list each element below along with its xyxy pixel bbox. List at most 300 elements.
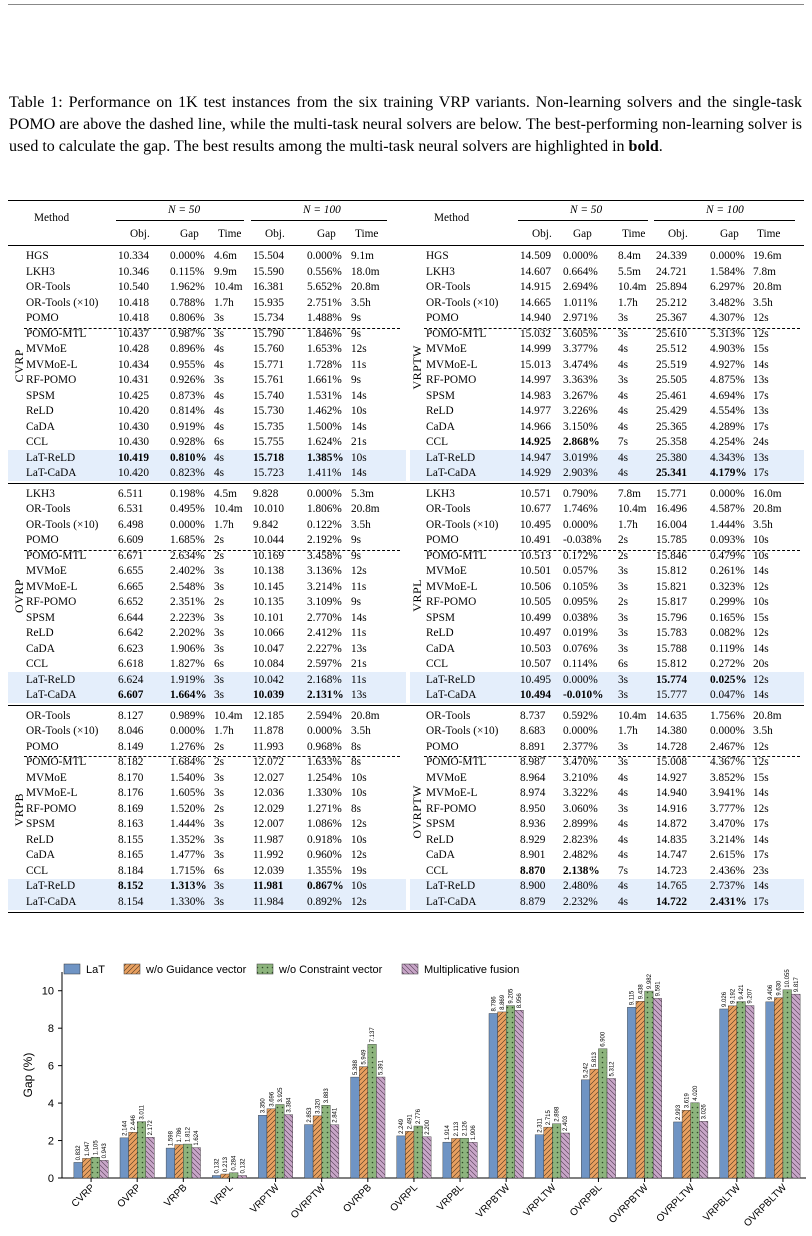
method-name: MVMoE-L (26, 787, 78, 799)
value-cell: 10.420 (118, 467, 150, 479)
value-cell: 20s (753, 658, 769, 670)
value-cell: 24.721 (656, 265, 688, 278)
value-cell: 4s (618, 467, 629, 479)
value-cell: 2.899% (563, 818, 598, 830)
method-name: POMO-MTL (426, 756, 487, 768)
bar-value-label: 3.350 (260, 1098, 267, 1114)
value-cell: 9.9m (214, 265, 237, 278)
caption-end: . (658, 138, 663, 155)
value-cell: 3s (214, 689, 225, 701)
value-cell: 11.981 (253, 880, 284, 892)
method-name: MVMoE (426, 343, 467, 355)
header-col-4: Gap (317, 228, 336, 240)
value-cell: 12s (753, 580, 769, 593)
value-cell: 8.737 (520, 709, 546, 722)
value-cell: 10.4m (214, 503, 243, 515)
x-tick-label: VRPBTW (474, 1182, 513, 1221)
value-cell: 3s (214, 880, 225, 892)
value-cell: 4.6m (214, 250, 237, 262)
value-cell: 24.339 (656, 250, 688, 262)
method-name: MVMoE (426, 565, 467, 577)
value-cell: 2.482% (563, 849, 598, 861)
header-col-0: Obj. (130, 228, 150, 240)
value-cell: 2s (618, 534, 629, 546)
bar (276, 1104, 285, 1178)
value-cell: 6s (214, 864, 225, 877)
value-cell: 3s (214, 818, 225, 830)
value-cell: 6.652 (118, 596, 144, 608)
value-cell: 3s (618, 802, 629, 815)
method-name: HGS (26, 250, 49, 262)
bar-value-label: 3.696 (269, 1091, 276, 1107)
value-cell: 15.812 (656, 658, 688, 670)
value-cell: 0.057% (563, 565, 598, 577)
value-cell: 10.507 (520, 658, 552, 670)
method-name: OR-Tools (426, 281, 471, 293)
bar-value-label: 2.200 (424, 1119, 431, 1135)
method-name: POMO (426, 740, 459, 753)
value-cell: 10.418 (118, 296, 150, 309)
x-tick-label: VRPTW (248, 1182, 282, 1216)
value-cell: 0.095% (563, 596, 598, 608)
bar (74, 1162, 83, 1178)
value-cell: 10.346 (118, 265, 150, 278)
value-cell: 12s (753, 756, 769, 768)
header-n50: N = 50 (570, 204, 603, 216)
group-label: VRPTW (410, 344, 424, 390)
value-cell: 14s (351, 420, 367, 433)
value-cell: 12.029 (253, 802, 285, 815)
method-name: LKH3 (426, 487, 455, 500)
bar (330, 1125, 339, 1178)
bar (423, 1137, 432, 1178)
bar (451, 1138, 460, 1178)
value-cell: 12s (753, 802, 769, 815)
bar (581, 1080, 590, 1178)
bar (627, 1007, 636, 1178)
value-cell: 3.150% (563, 420, 598, 433)
value-cell: 4.367% (710, 756, 745, 768)
value-cell: 15.032 (520, 327, 552, 340)
value-cell: 8.929 (520, 833, 546, 846)
bar (720, 1009, 729, 1178)
value-cell: 3s (214, 580, 225, 593)
value-cell: 0.119% (710, 642, 745, 655)
value-cell: 17s (753, 849, 769, 861)
value-cell: 2.480% (563, 880, 598, 892)
method-name: RF-POMO (426, 374, 477, 386)
header-col-1: Gap (573, 228, 592, 240)
value-cell: 2s (618, 549, 629, 562)
bar (183, 1144, 192, 1178)
bar (192, 1148, 201, 1178)
value-cell: 14.925 (520, 436, 552, 448)
value-cell: 15.785 (656, 534, 688, 546)
value-cell: 12.007 (253, 818, 285, 830)
bar (284, 1115, 293, 1178)
header-col-4: Gap (720, 228, 739, 240)
value-cell: 10.497 (520, 627, 552, 639)
value-cell: 0.987% (170, 327, 205, 340)
value-cell: 1.806% (307, 503, 342, 515)
bar (120, 1138, 129, 1178)
value-cell: 1.011% (563, 296, 598, 309)
value-cell: 1.685% (170, 534, 205, 546)
value-cell: 16.381 (253, 281, 285, 293)
value-cell: 5.3m (351, 487, 374, 500)
value-cell: 17s (753, 467, 769, 479)
value-cell: 12s (351, 343, 367, 355)
method-name: CaDA (26, 849, 55, 861)
bar-value-label: 2.311 (537, 1118, 544, 1133)
value-cell: 12s (753, 312, 769, 324)
bar-value-label: 0.213 (223, 1156, 230, 1173)
value-cell: 10s (351, 880, 367, 892)
value-cell: -0.038% (563, 534, 602, 546)
value-cell: 10.039 (253, 689, 285, 701)
value-cell: 2.436% (710, 864, 745, 877)
value-cell: 15.718 (253, 451, 285, 464)
method-name: POMO-MTL (26, 549, 87, 562)
bar-value-label: 5.242 (583, 1062, 590, 1078)
value-cell: 1.746% (563, 503, 598, 515)
value-cell: 10.513 (520, 549, 552, 562)
bar-value-label: 1.624 (194, 1130, 201, 1146)
value-cell: 10.138 (253, 565, 285, 577)
bar-value-label: 5.949 (361, 1049, 368, 1065)
legend-label: w/o Guidance vector (146, 964, 247, 976)
value-cell: 15.783 (656, 627, 688, 639)
value-cell: 16.0m (753, 487, 782, 500)
value-cell: 3s (214, 611, 225, 624)
value-cell: 3.214% (307, 580, 342, 593)
value-cell: 25.358 (656, 436, 688, 448)
value-cell: 10.042 (253, 673, 285, 686)
value-cell: 25.365 (656, 420, 688, 433)
value-cell: 1.684% (170, 756, 205, 768)
value-cell: 12s (351, 565, 367, 577)
value-cell: 3s (214, 849, 225, 861)
bar-value-label: 2.113 (453, 1121, 460, 1137)
value-cell: 15.504 (253, 250, 285, 262)
bar (368, 1044, 377, 1178)
value-cell: 10.066 (253, 627, 285, 639)
value-cell: 11s (351, 580, 367, 593)
value-cell: 4s (618, 849, 629, 861)
bar (506, 1006, 515, 1178)
value-cell: 3.019% (563, 451, 598, 464)
table-rule (8, 245, 804, 246)
value-cell: 15.771 (253, 358, 285, 371)
value-cell: 15.821 (656, 580, 688, 593)
value-cell: 8s (351, 802, 362, 815)
value-cell: 17s (753, 895, 769, 908)
y-tick-label: 8 (47, 1023, 54, 1036)
value-cell: 4s (618, 833, 629, 846)
page-top-rule (8, 4, 804, 5)
value-cell: 0.873% (170, 389, 205, 402)
value-cell: 15.774 (656, 673, 688, 686)
bar-value-label: 8.869 (499, 994, 506, 1010)
value-cell: 2.868% (563, 436, 600, 448)
value-cell: 14.997 (520, 374, 552, 386)
value-cell: 10s (351, 451, 367, 464)
value-cell: 0.664% (563, 265, 598, 278)
value-cell: 0.115% (170, 265, 205, 278)
bar (745, 1006, 754, 1178)
value-cell: 11.987 (253, 833, 284, 846)
value-cell: 3s (618, 642, 629, 655)
value-cell: 20.8m (351, 503, 380, 515)
method-name: SPSM (426, 818, 455, 830)
value-cell: 11.984 (253, 895, 284, 908)
bar (238, 1176, 247, 1178)
value-cell: 8.182 (118, 756, 144, 768)
bar (175, 1145, 184, 1178)
value-cell: 14s (753, 787, 769, 799)
value-cell: 14s (753, 565, 769, 577)
bar-value-label: 2.776 (416, 1108, 423, 1125)
method-name: MVMoE-L (26, 358, 78, 371)
table-rule (8, 200, 804, 201)
bar (535, 1135, 544, 1178)
value-cell: 3.458% (307, 549, 342, 562)
value-cell: 1.664% (170, 689, 207, 701)
value-cell: 4.587% (710, 503, 745, 515)
value-cell: 3s (214, 673, 225, 686)
method-name: OR-Tools (426, 503, 471, 515)
value-cell: 0.896% (170, 343, 205, 355)
value-cell: 4.554% (710, 405, 745, 417)
value-cell: 2.751% (307, 296, 342, 309)
bar-value-label: 9.192 (730, 988, 737, 1004)
legend-swatch (257, 964, 273, 974)
value-cell: 1.355% (307, 864, 342, 877)
ablation-bar-chart (0, 960, 812, 1236)
value-cell: 17s (753, 420, 769, 433)
value-cell: 3s (214, 771, 225, 784)
value-cell: 3s (214, 627, 225, 639)
value-cell: 2.634% (170, 549, 205, 562)
value-cell: 1.7h (618, 725, 638, 737)
value-cell: 0.000% (170, 725, 205, 737)
value-cell: 14s (753, 833, 769, 846)
value-cell: 9s (351, 312, 362, 324)
value-cell: 8.165 (118, 849, 144, 861)
value-cell: 10.677 (520, 503, 552, 515)
value-cell: 2.138% (563, 864, 600, 877)
method-name: CaDA (26, 420, 55, 433)
value-cell: 3.5h (753, 725, 773, 737)
value-cell: 0.000% (710, 725, 745, 737)
value-cell: 4s (214, 405, 225, 417)
method-name: LaT-CaDA (426, 895, 477, 908)
bar (376, 1077, 385, 1178)
bar (129, 1132, 138, 1178)
bar-value-label: 1.598 (168, 1131, 175, 1147)
value-cell: 1.846% (307, 327, 342, 340)
value-cell: 0.892% (307, 895, 342, 908)
x-tick-label: VRPBL (435, 1182, 467, 1214)
value-cell: 15.730 (253, 405, 285, 417)
bar (653, 998, 662, 1178)
value-cell: 14.835 (656, 833, 688, 846)
value-cell: 3s (618, 627, 629, 639)
bar-value-label: 9.026 (721, 991, 728, 1007)
value-cell: 0.495% (170, 503, 205, 515)
method-name: LKH3 (26, 487, 55, 500)
value-cell: 11.878 (253, 725, 284, 737)
value-cell: 10.431 (118, 374, 150, 386)
value-cell: 10.4m (618, 281, 647, 293)
table-caption (9, 92, 802, 158)
bar-value-label: 1.906 (470, 1125, 477, 1141)
value-cell: 7s (618, 864, 629, 877)
value-cell: 6.644 (118, 611, 144, 624)
value-cell: 2.377% (563, 740, 598, 753)
value-cell: 9s (351, 534, 362, 546)
value-cell: 7.8m (618, 487, 641, 500)
value-cell: 11.993 (253, 740, 284, 753)
value-cell: 20.8m (753, 503, 782, 515)
value-cell: 8.184 (118, 864, 144, 877)
value-cell: 25.519 (656, 358, 688, 371)
value-cell: 12.039 (253, 864, 285, 877)
value-cell: 2.770% (307, 611, 342, 624)
value-cell: 10.4m (214, 281, 243, 293)
value-cell: 3s (618, 611, 629, 624)
value-cell: 10.495 (520, 673, 552, 686)
value-cell: 3s (618, 565, 629, 577)
value-cell: 15.771 (656, 487, 688, 500)
value-cell: 2s (214, 534, 225, 546)
value-cell: 12s (753, 327, 769, 340)
bar (691, 1103, 700, 1178)
method-name: CCL (26, 864, 48, 877)
bar-value-label: 2.491 (407, 1114, 414, 1130)
value-cell: 2.431% (710, 895, 747, 908)
value-cell: 0.000% (307, 487, 342, 500)
value-cell: 10.428 (118, 343, 150, 355)
value-cell: 3.109% (307, 596, 342, 608)
method-name: CCL (426, 658, 448, 670)
bar-value-label: 0.943 (101, 1143, 108, 1159)
bar (91, 1157, 100, 1178)
value-cell: 15.755 (253, 436, 285, 448)
value-cell: 2.737% (710, 880, 745, 892)
value-cell: 6.624 (118, 673, 144, 686)
method-name: LaT-ReLD (426, 880, 476, 892)
value-cell: 21s (351, 658, 367, 670)
method-name: CaDA (426, 849, 455, 861)
value-cell: 3s (618, 374, 629, 386)
x-tick-label: OVRPTW (288, 1182, 328, 1222)
value-cell: 14.966 (520, 420, 552, 433)
bar (100, 1160, 109, 1178)
value-cell: 12s (753, 673, 769, 686)
value-cell: 14s (351, 611, 367, 624)
group-label: OVRP (12, 578, 26, 613)
value-cell: 7.8m (753, 265, 776, 278)
value-cell: 1.385% (307, 451, 344, 464)
value-cell: 8.154 (118, 895, 144, 908)
value-cell: 19s (351, 864, 367, 877)
value-cell: 2s (214, 740, 225, 753)
value-cell: 0.198% (170, 487, 205, 500)
bar-value-label: 1.812 (185, 1127, 192, 1143)
value-cell: 10.506 (520, 580, 552, 593)
value-cell: 14.607 (520, 265, 552, 278)
value-cell: 4.927% (710, 358, 745, 371)
value-cell: 3.5h (351, 518, 371, 531)
value-cell: 4.307% (710, 312, 745, 324)
method-name: POMO-MTL (26, 756, 87, 768)
y-tick-label: 0 (47, 1173, 54, 1185)
value-cell: 13s (753, 451, 769, 464)
value-cell: 0.047% (710, 689, 745, 701)
value-cell: 3.267% (563, 389, 598, 402)
bar (590, 1069, 599, 1178)
value-cell: 2.227% (307, 642, 342, 655)
value-cell: 1.584% (710, 265, 745, 278)
bar (489, 1013, 498, 1178)
value-cell: 8.870 (520, 864, 546, 877)
method-name: MVMoE-L (426, 358, 478, 371)
bar (766, 1002, 775, 1178)
method-name: CCL (426, 436, 448, 448)
value-cell: 15.796 (656, 611, 688, 624)
value-cell: 4s (618, 420, 629, 433)
bar (673, 1122, 682, 1178)
table-rule (518, 220, 648, 221)
value-cell: 14.380 (656, 725, 688, 737)
value-cell: 2s (214, 596, 225, 608)
value-cell: 0.299% (710, 596, 745, 608)
value-cell: 6.531 (118, 503, 144, 515)
value-cell: 10.4m (214, 709, 243, 722)
value-cell: 1.500% (307, 420, 342, 433)
value-cell: 3.470% (710, 818, 745, 830)
value-cell: 2.615% (710, 849, 745, 861)
bar (166, 1148, 175, 1178)
value-cell: 1.411% (307, 467, 342, 479)
value-cell: 14s (351, 467, 367, 479)
value-cell: 2s (618, 596, 629, 608)
bar (405, 1131, 414, 1178)
header-col-1: Gap (180, 228, 199, 240)
bar (258, 1115, 267, 1178)
value-cell: 15.761 (253, 374, 285, 386)
value-cell: 8.170 (118, 771, 144, 784)
value-cell: 12s (351, 849, 367, 861)
value-cell: 7s (618, 436, 629, 448)
value-cell: 4s (214, 467, 225, 479)
value-cell: 3.136% (307, 565, 342, 577)
value-cell: 14.940 (520, 312, 552, 324)
value-cell: 12.036 (253, 787, 285, 799)
value-cell: 3.852% (710, 771, 745, 784)
method-name: SPSM (26, 818, 55, 830)
value-cell: 14.999 (520, 343, 552, 355)
value-cell: 0.076% (563, 642, 598, 655)
value-cell: 0.323% (710, 580, 745, 593)
value-cell: 2.223% (170, 611, 205, 624)
y-axis-label: Gap (%) (21, 1052, 35, 1098)
bar (737, 1002, 746, 1178)
table-rule (8, 912, 804, 913)
value-cell: 4.343% (710, 451, 745, 464)
value-cell: 13s (351, 642, 367, 655)
